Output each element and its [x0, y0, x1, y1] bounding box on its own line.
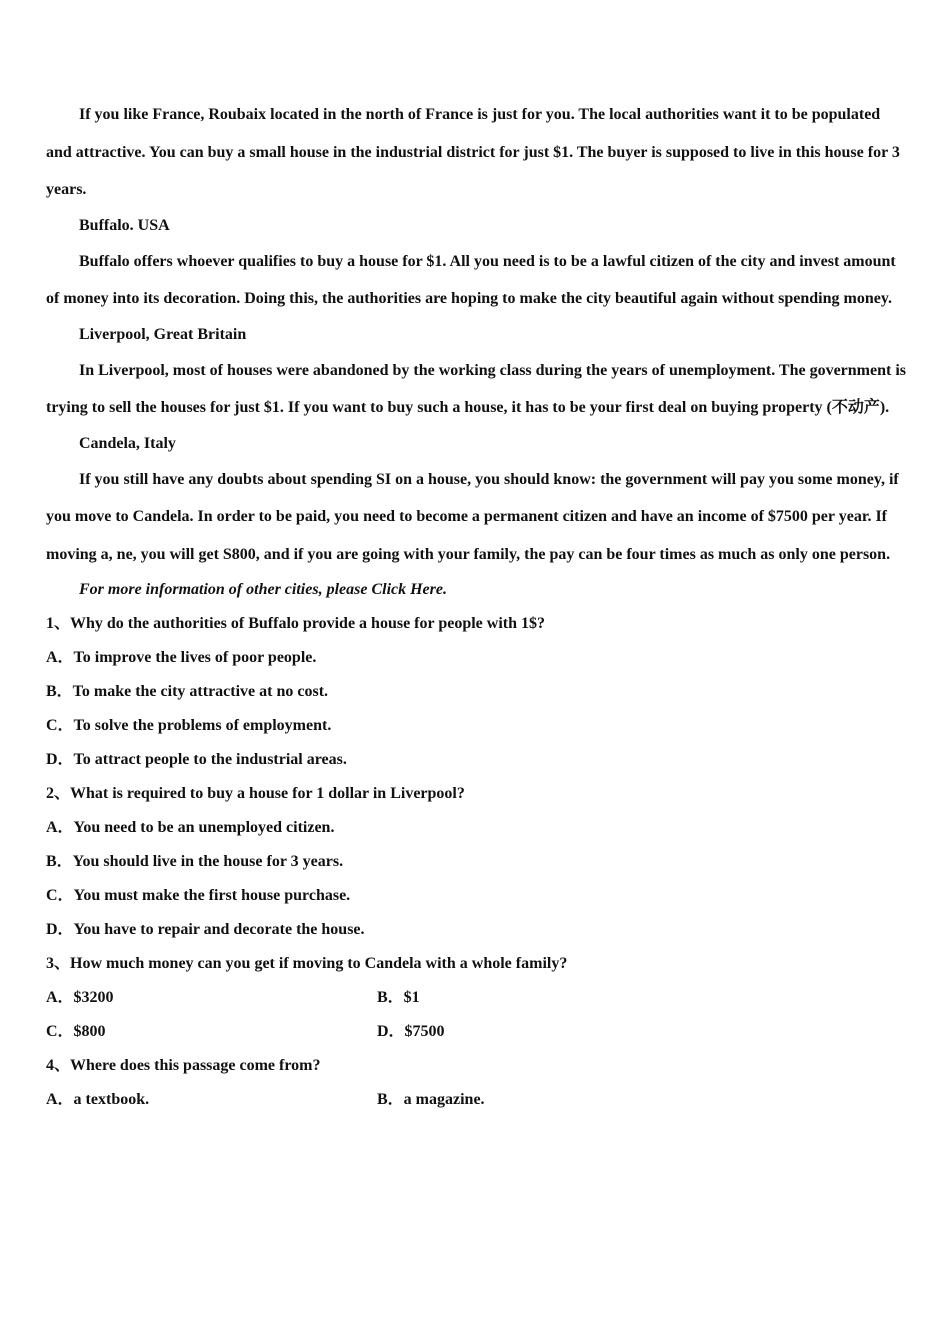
more-info-note: For more information of other cities, please Click Here.: [79, 581, 447, 598]
paragraph-france: If you like France, Roubaix located in the north of France is just for you. The local authorities want it to be populated and attractive. You can buy a small house in the industrial district for just $1. The buyer is supposed to live in this house for 3 years.: [46, 106, 900, 198]
question-4-row-1: [46, 1083, 908, 1117]
question-1-option-a[interactable]: A．To improve the lives of poor people.: [46, 649, 317, 666]
question-4-stem: 4、Where does this passage come from?: [46, 1057, 321, 1074]
document-page: [46, 96, 908, 1117]
question-2-option-b[interactable]: B．You should live in the house for 3 years.: [46, 853, 344, 870]
question-1-option-d[interactable]: D．To attract people to the industrial areas.: [46, 751, 347, 768]
question-2-option-d[interactable]: D．You have to repair and decorate the house.: [46, 921, 365, 938]
heading-candela: Candela, Italy: [79, 434, 176, 452]
question-1-stem: 1、Why do the authorities of Buffalo provide a house for people with 1$?: [46, 615, 545, 632]
paragraph-liverpool: In Liverpool, most of houses were abandoned by the working class during the years of unemployment. The government is trying to sell the houses for just $1. If you want to buy such a house, it has to be your first deal on buying property (不动产).: [46, 361, 907, 416]
question-1-option-c[interactable]: C．To solve the problems of employment.: [46, 717, 332, 734]
question-3-option-c[interactable]: C．$800: [46, 1023, 106, 1040]
question-3-row-1: [46, 981, 908, 1015]
question-4-option-a[interactable]: A．a textbook.: [46, 1091, 150, 1108]
question-2-option-a[interactable]: A．You need to be an unemployed citizen.: [46, 819, 335, 836]
question-3-stem: 3、How much money can you get if moving to Candela with a whole family?: [46, 955, 568, 972]
heading-buffalo: Buffalo. USA: [79, 216, 170, 234]
question-2-option-c[interactable]: C．You must make the first house purchase.: [46, 887, 351, 904]
heading-liverpool: Liverpool, Great Britain: [79, 325, 247, 343]
question-3-option-d[interactable]: D．$7500: [377, 1023, 445, 1040]
question-2-stem: 2、What is required to buy a house for 1 dollar in Liverpool?: [46, 785, 465, 802]
paragraph-buffalo: Buffalo offers whoever qualifies to buy a house for $1. All you need is to be a lawful citizen of the city and invest amount of money into its decoration. Doing this, the authorities are hoping to make the city beautiful again without spending money.: [46, 252, 896, 307]
question-3-option-a[interactable]: A．$3200: [46, 989, 114, 1006]
question-4-option-b[interactable]: B．a magazine.: [377, 1091, 485, 1108]
question-3-row-2: [46, 1015, 908, 1049]
question-1-option-b[interactable]: B．To make the city attractive at no cost.: [46, 683, 329, 700]
paragraph-candela: If you still have any doubts about spending SI on a house, you should know: the government will pay you some money, if you move to Candela. In order to be paid, you need to become a permanent citizen and have an income of $7500 per year. If moving a, ne, you will get S800, and if you are going with your family, the pay can be four times as much as only one person.: [46, 470, 899, 563]
question-3-option-b[interactable]: B．$1: [377, 989, 420, 1006]
